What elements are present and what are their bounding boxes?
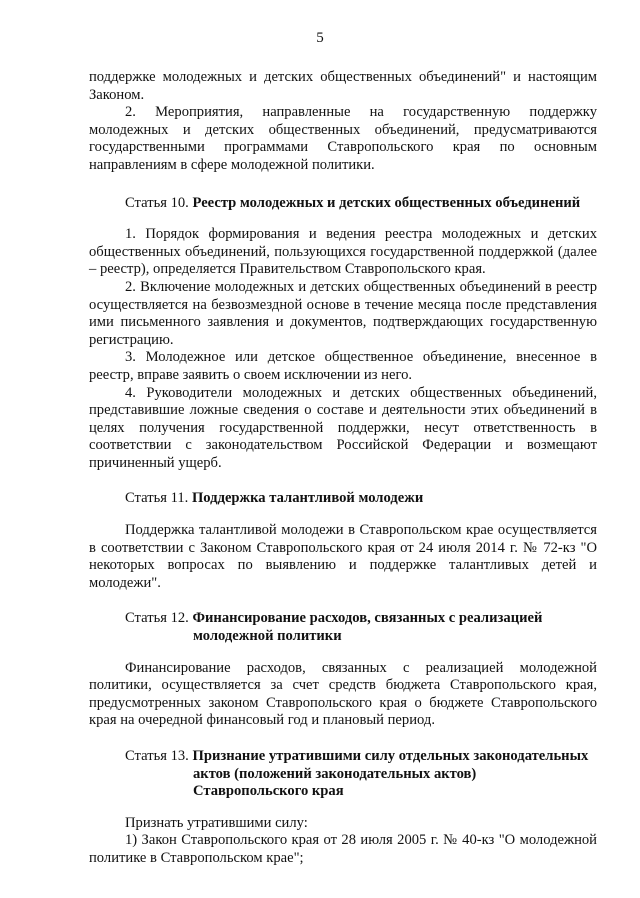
article-12-label: Статья 12. bbox=[125, 610, 193, 627]
article-12-title-line-1: Финансирование расходов, связанных с реализацией bbox=[192, 610, 543, 627]
article-13-title-line-1: Признание утратившими силу отдельных законодательных bbox=[192, 748, 589, 764]
paragraph: 2. Мероприятия, направленные на государственную поддержку молодежных и детских общественных объединений, предусматриваются государственными программами Ставропольского края по основным направлениям в сфере молодежной политики. bbox=[89, 104, 597, 173]
article-10-label: Статья 10. bbox=[125, 194, 193, 211]
article-13-title-line-2: актов (положений законодательных актов) bbox=[193, 765, 477, 782]
page-number: 5 bbox=[316, 30, 324, 46]
paragraph: Признать утратившими силу: bbox=[125, 814, 308, 831]
article-12-title-line-2: молодежной политики bbox=[193, 628, 342, 645]
article-13-title-line-3: Ставропольского края bbox=[193, 783, 344, 800]
article-10-title: Реестр молодежных и детских общественных объединений bbox=[192, 194, 581, 211]
paragraph: 1) Закон Ставропольского края от 28 июля 2005 г. № 40-кз "О молодежной политике в Ставропольском крае"; bbox=[89, 832, 597, 866]
document-body bbox=[89, 69, 597, 868]
article-13-heading bbox=[89, 748, 597, 801]
paragraph: Поддержка талантливой молодежи в Ставропольском крае осуществляется в соответствии с Законом Ставропольского края от 24 июля 2014 г. № 72-кз "О некоторых вопросах по выявлению и поддержке талантливых детей и молодежи". bbox=[89, 522, 597, 591]
article-11-label: Статья 11. bbox=[125, 490, 192, 507]
paragraph: 1. Порядок формирования и ведения реестра молодежных и детских общественных объединений, пользующихся государственной поддержкой (далее – реестр), определяется Правительством Ставропольского края. bbox=[89, 226, 597, 278]
article-13-label: Статья 13. bbox=[125, 748, 193, 764]
article-11-title: Поддержка талантливой молодежи bbox=[191, 490, 424, 507]
paragraph: поддержке молодежных и детских общественных объединений" и настоящим Законом. bbox=[89, 69, 597, 103]
paragraph: Финансирование расходов, связанных с реализацией молодежной политики, осуществляется за счет средств бюджета Ставропольского края, предусмотренных законом Ставропольского края о бюджете Ставропольского края на очередной финансовый год и плановый период. bbox=[89, 659, 597, 729]
paragraph: 2. Включение молодежных и детских общественных объединений в реестр осуществляется на безвозмездной основе в течение месяца после представления ими письменного заявления и документов, подтверждающих государственную регистрацию. bbox=[89, 278, 597, 348]
article-10-heading bbox=[89, 195, 597, 213]
paragraph: 3. Молодежное или детское общественное объединение, внесенное в реестр, вправе заявить о своем исключении из него. bbox=[89, 349, 597, 383]
article-11-heading bbox=[89, 490, 597, 508]
paragraph: 4. Руководители молодежных и детских общественных объединений, представившие ложные сведения о составе и деятельности этих объединений в целях получения государственной поддержки, несут ответственность в соответствии с законодательством Российской Федерации и возмещают причиненный ущерб. bbox=[89, 384, 597, 471]
article-12-heading bbox=[89, 610, 597, 645]
